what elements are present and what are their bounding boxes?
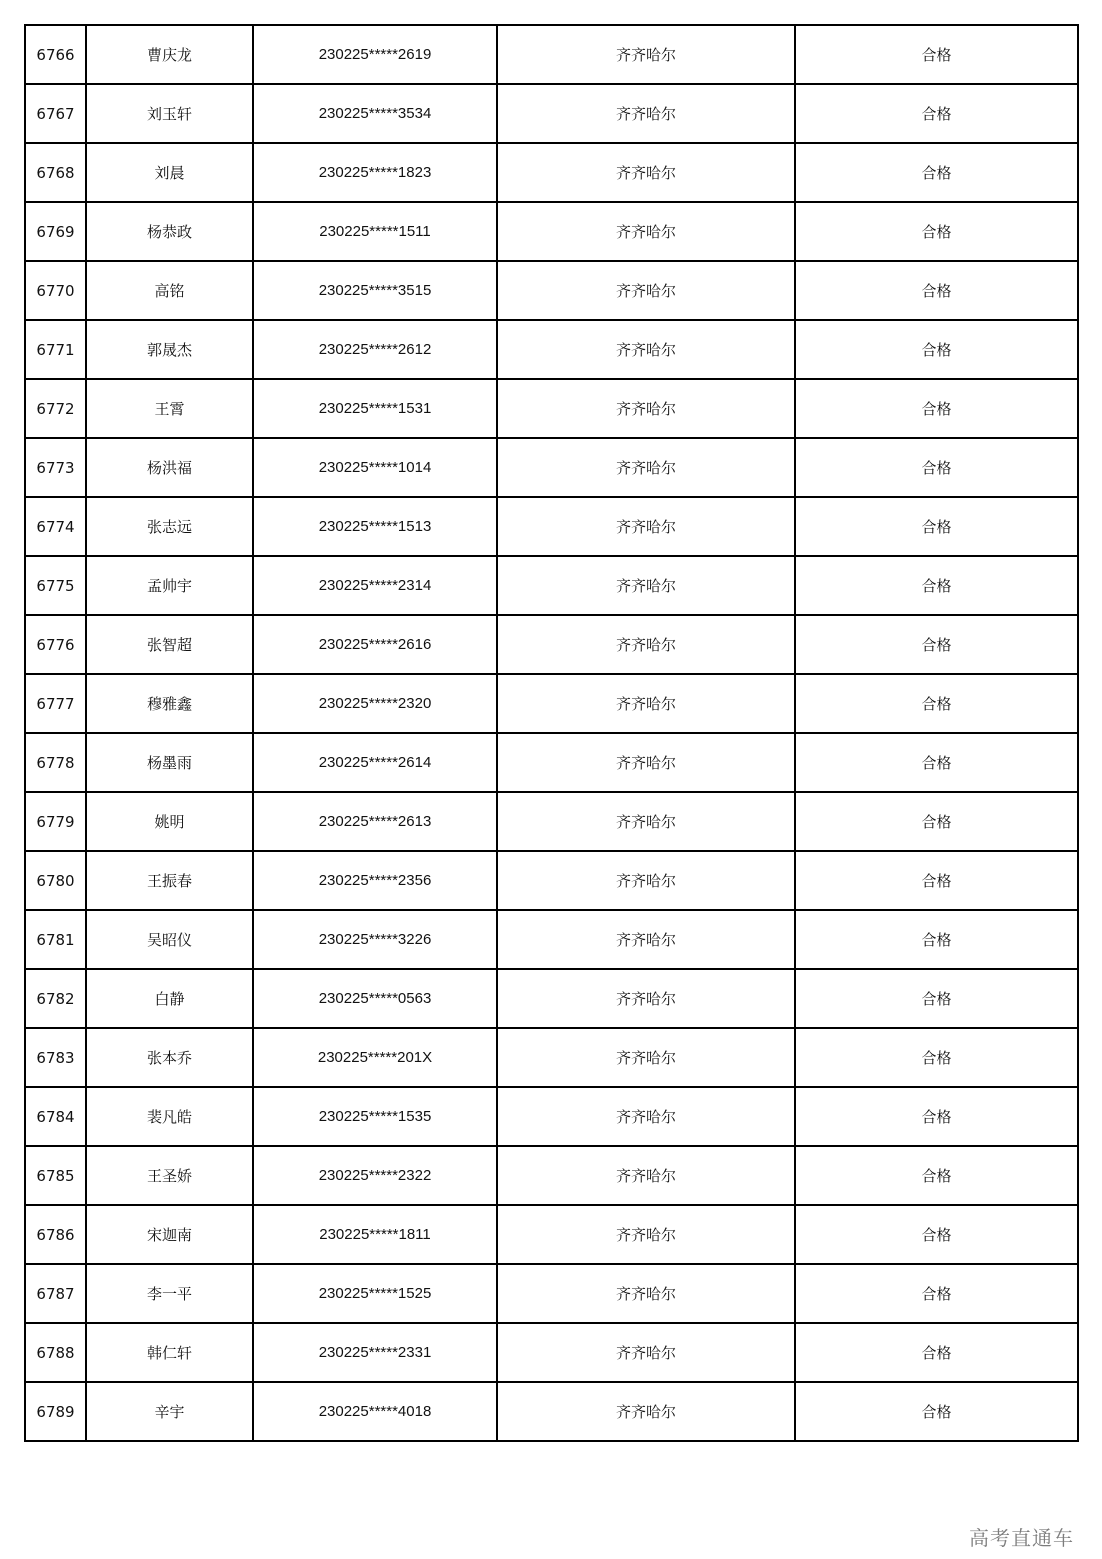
table-row [25,1146,1078,1205]
result-cell: 合格 [795,84,1078,143]
table-row [25,438,1078,497]
city-cell: 齐齐哈尔 [497,792,795,851]
name-cell: 王振春 [86,851,253,910]
name-cell: 杨恭政 [86,202,253,261]
name-cell: 高铭 [86,261,253,320]
name-cell: 韩仁轩 [86,1323,253,1382]
id-number-cell: 230225*****2322 [253,1146,497,1205]
id-number-cell: 230225*****1531 [253,379,497,438]
id-number-cell: 230225*****2619 [253,25,497,84]
candidate-table [24,24,1079,1442]
city-cell: 齐齐哈尔 [497,1205,795,1264]
table-row [25,969,1078,1028]
id-number-cell: 230225*****201X [253,1028,497,1087]
id-number-cell: 230225*****1525 [253,1264,497,1323]
city-cell: 齐齐哈尔 [497,379,795,438]
row-number-cell: 6778 [25,733,86,792]
result-cell: 合格 [795,1028,1078,1087]
city-cell: 齐齐哈尔 [497,1382,795,1441]
id-number-cell: 230225*****0563 [253,969,497,1028]
name-cell: 刘晨 [86,143,253,202]
name-cell: 曹庆龙 [86,25,253,84]
result-cell: 合格 [795,615,1078,674]
result-cell: 合格 [795,733,1078,792]
table-row [25,1028,1078,1087]
table-row [25,143,1078,202]
city-cell: 齐齐哈尔 [497,320,795,379]
city-cell: 齐齐哈尔 [497,1323,795,1382]
name-cell: 吴昭仪 [86,910,253,969]
candidate-table-body [25,25,1078,1441]
result-cell: 合格 [795,1087,1078,1146]
table-row [25,674,1078,733]
name-cell: 杨墨雨 [86,733,253,792]
id-number-cell: 230225*****1823 [253,143,497,202]
name-cell: 白静 [86,969,253,1028]
row-number-cell: 6774 [25,497,86,556]
name-cell: 辛宇 [86,1382,253,1441]
row-number-cell: 6775 [25,556,86,615]
row-number-cell: 6768 [25,143,86,202]
result-cell: 合格 [795,556,1078,615]
city-cell: 齐齐哈尔 [497,969,795,1028]
result-cell: 合格 [795,25,1078,84]
row-number-cell: 6769 [25,202,86,261]
result-cell: 合格 [795,1146,1078,1205]
id-number-cell: 230225*****4018 [253,1382,497,1441]
table-row [25,1382,1078,1441]
name-cell: 裴凡皓 [86,1087,253,1146]
city-cell: 齐齐哈尔 [497,556,795,615]
name-cell: 刘玉轩 [86,84,253,143]
name-cell: 杨洪福 [86,438,253,497]
name-cell: 李一平 [86,1264,253,1323]
id-number-cell: 230225*****3534 [253,84,497,143]
city-cell: 齐齐哈尔 [497,497,795,556]
id-number-cell: 230225*****3226 [253,910,497,969]
city-cell: 齐齐哈尔 [497,25,795,84]
watermark: 高考直通车 [967,1522,1076,1551]
city-cell: 齐齐哈尔 [497,733,795,792]
city-cell: 齐齐哈尔 [497,202,795,261]
result-cell: 合格 [795,202,1078,261]
id-number-cell: 230225*****2331 [253,1323,497,1382]
table-row [25,84,1078,143]
table-row [25,792,1078,851]
row-number-cell: 6782 [25,969,86,1028]
id-number-cell: 230225*****2613 [253,792,497,851]
table-row [25,379,1078,438]
result-cell: 合格 [795,438,1078,497]
table-row [25,320,1078,379]
table-row [25,497,1078,556]
row-number-cell: 6789 [25,1382,86,1441]
row-number-cell: 6772 [25,379,86,438]
row-number-cell: 6783 [25,1028,86,1087]
id-number-cell: 230225*****1014 [253,438,497,497]
row-number-cell: 6773 [25,438,86,497]
id-number-cell: 230225*****2612 [253,320,497,379]
table-row [25,615,1078,674]
table-row [25,25,1078,84]
row-number-cell: 6770 [25,261,86,320]
row-number-cell: 6784 [25,1087,86,1146]
name-cell: 宋迦南 [86,1205,253,1264]
name-cell: 张智超 [86,615,253,674]
table-row [25,733,1078,792]
result-cell: 合格 [795,261,1078,320]
table-row [25,556,1078,615]
result-cell: 合格 [795,497,1078,556]
name-cell: 王圣娇 [86,1146,253,1205]
table-row [25,1264,1078,1323]
table-row [25,910,1078,969]
city-cell: 齐齐哈尔 [497,1087,795,1146]
row-number-cell: 6779 [25,792,86,851]
result-cell: 合格 [795,1323,1078,1382]
id-number-cell: 230225*****1535 [253,1087,497,1146]
city-cell: 齐齐哈尔 [497,261,795,320]
row-number-cell: 6771 [25,320,86,379]
result-cell: 合格 [795,320,1078,379]
row-number-cell: 6785 [25,1146,86,1205]
city-cell: 齐齐哈尔 [497,615,795,674]
row-number-cell: 6780 [25,851,86,910]
result-cell: 合格 [795,851,1078,910]
table-row [25,851,1078,910]
id-number-cell: 230225*****2314 [253,556,497,615]
id-number-cell: 230225*****2320 [253,674,497,733]
table-row [25,261,1078,320]
result-cell: 合格 [795,1205,1078,1264]
result-cell: 合格 [795,1382,1078,1441]
name-cell: 王霄 [86,379,253,438]
city-cell: 齐齐哈尔 [497,1264,795,1323]
result-cell: 合格 [795,969,1078,1028]
city-cell: 齐齐哈尔 [497,910,795,969]
row-number-cell: 6766 [25,25,86,84]
city-cell: 齐齐哈尔 [497,1028,795,1087]
name-cell: 穆雅鑫 [86,674,253,733]
name-cell: 郭晟杰 [86,320,253,379]
result-cell: 合格 [795,910,1078,969]
row-number-cell: 6767 [25,84,86,143]
table-row [25,1323,1078,1382]
id-number-cell: 230225*****2616 [253,615,497,674]
result-cell: 合格 [795,792,1078,851]
city-cell: 齐齐哈尔 [497,438,795,497]
row-number-cell: 6777 [25,674,86,733]
name-cell: 孟帅宇 [86,556,253,615]
name-cell: 姚明 [86,792,253,851]
city-cell: 齐齐哈尔 [497,851,795,910]
id-number-cell: 230225*****1513 [253,497,497,556]
row-number-cell: 6788 [25,1323,86,1382]
id-number-cell: 230225*****1811 [253,1205,497,1264]
city-cell: 齐齐哈尔 [497,1146,795,1205]
id-number-cell: 230225*****1511 [253,202,497,261]
result-cell: 合格 [795,143,1078,202]
id-number-cell: 230225*****2614 [253,733,497,792]
city-cell: 齐齐哈尔 [497,674,795,733]
row-number-cell: 6781 [25,910,86,969]
city-cell: 齐齐哈尔 [497,143,795,202]
row-number-cell: 6787 [25,1264,86,1323]
id-number-cell: 230225*****3515 [253,261,497,320]
row-number-cell: 6776 [25,615,86,674]
table-row [25,1087,1078,1146]
id-number-cell: 230225*****2356 [253,851,497,910]
name-cell: 张本乔 [86,1028,253,1087]
row-number-cell: 6786 [25,1205,86,1264]
table-row [25,1205,1078,1264]
table-row [25,202,1078,261]
city-cell: 齐齐哈尔 [497,84,795,143]
result-cell: 合格 [795,1264,1078,1323]
name-cell: 张志远 [86,497,253,556]
result-cell: 合格 [795,379,1078,438]
result-cell: 合格 [795,674,1078,733]
